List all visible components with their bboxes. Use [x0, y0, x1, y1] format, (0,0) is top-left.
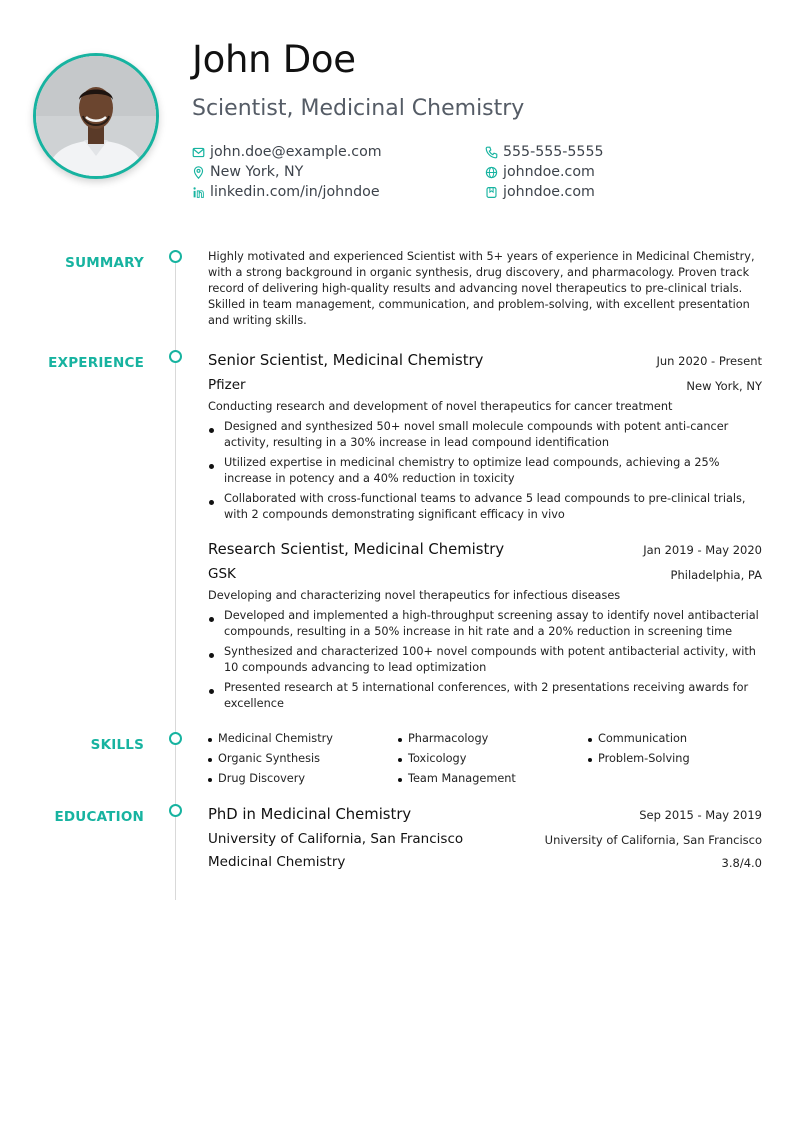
skill-item: Organic Synthesis [208, 752, 320, 765]
skill-item: Pharmacology [398, 732, 488, 745]
portfolio-text[interactable]: johndoe.com [503, 184, 595, 200]
job-location: New York, NY [686, 379, 762, 393]
linkedin-icon [192, 186, 205, 199]
job-description: Conducting research and development of novel therapeutics for cancer treatment [208, 400, 673, 413]
bookmark-icon [485, 186, 498, 199]
skill-item: Communication [588, 732, 687, 745]
section-title-summary: SUMMARY [65, 255, 144, 271]
education-school-location: University of California, San Francisco [544, 833, 762, 847]
list-item: Designed and synthesized 50+ novel small molecule compounds with potent anti-cancer activity, resulting in a 30% increase in lead compound identification [208, 419, 764, 451]
skill-item: Team Management [398, 772, 516, 785]
job-description: Developing and characterizing novel therapeutics for infectious diseases [208, 589, 621, 602]
email-text[interactable]: john.doe@example.com [210, 144, 382, 160]
education-degree: PhD in Medicinal Chemistry [208, 806, 412, 823]
timeline-dot-experience [169, 350, 182, 363]
person-photo-icon [36, 56, 156, 176]
summary-text: Highly motivated and experienced Scientist with 5+ years of experience in Medicinal Chemistry, with a strong background in organic synthesis, drug discovery, and pharmacology. Proven track record of delivering high-quality results and advancing novel therapeutics to pre-clinical trials. Skilled in team management, communication, and problem-solving, with excellent presentation and writing skills. [208, 250, 755, 327]
list-item: Developed and implemented a high-throughput screening assay to identify novel antibacterial compounds, resulting in a 50% increase in hit rate and a 20% reduction in screening time [208, 608, 764, 640]
contact-phone[interactable] [485, 143, 604, 161]
website-text[interactable]: johndoe.com [503, 164, 595, 180]
candidate-title: Scientist, Medicinal Chemistry [192, 96, 525, 121]
section-title-skills: SKILLS [90, 737, 144, 753]
phone-icon [485, 146, 498, 159]
globe-icon [485, 166, 498, 179]
education-gpa: 3.8/4.0 [721, 856, 762, 870]
profile-photo [33, 53, 159, 179]
education-date: Sep 2015 - May 2019 [639, 808, 762, 822]
job-location: Philadelphia, PA [670, 568, 762, 582]
section-title-experience: EXPERIENCE [48, 355, 144, 371]
education-field: Medicinal Chemistry [208, 854, 346, 870]
job-date: Jun 2020 - Present [656, 354, 762, 368]
location-text: New York, NY [210, 164, 304, 180]
skill-item: Problem-Solving [588, 752, 690, 765]
location-pin-icon [192, 166, 205, 179]
candidate-name: John Doe [192, 38, 356, 81]
list-item: Synthesized and characterized 100+ novel compounds with potent antibacterial activity, with 10 compounds advancing to lead optimization [208, 644, 764, 676]
job-company: GSK [208, 566, 236, 582]
contact-website[interactable] [485, 163, 595, 181]
contact-email[interactable] [192, 143, 382, 161]
job-date: Jan 2019 - May 2020 [643, 543, 762, 557]
timeline-dot-skills [169, 732, 182, 745]
skill-item: Toxicology [398, 752, 466, 765]
skill-item: Medicinal Chemistry [208, 732, 333, 745]
list-item: Presented research at 5 international conferences, with 2 presentations receiving awards for excellence [208, 680, 764, 712]
list-item: Utilized expertise in medicinal chemistry to optimize lead compounds, achieving a 25% increase in potency and a 40% reduction in toxicity [208, 455, 764, 487]
contact-linkedin[interactable] [192, 183, 380, 201]
mail-icon [192, 146, 205, 159]
job-title: Research Scientist, Medicinal Chemistry [208, 541, 505, 558]
skill-item: Drug Discovery [208, 772, 305, 785]
contact-location [192, 163, 303, 181]
job-bullets [208, 419, 764, 527]
job-company: Pfizer [208, 377, 246, 393]
education-school: University of California, San Francisco [208, 831, 464, 847]
timeline-dot-summary [169, 250, 182, 263]
linkedin-text[interactable]: linkedin.com/in/johndoe [210, 184, 380, 200]
phone-text[interactable]: 555-555-5555 [503, 144, 604, 160]
job-title: Senior Scientist, Medicinal Chemistry [208, 352, 484, 369]
timeline-dot-education [169, 804, 182, 817]
job-bullets [208, 608, 764, 716]
list-item: Collaborated with cross-functional teams to advance 5 lead compounds to pre-clinical trials, with 2 compounds demonstrating significant efficacy in vivo [208, 491, 764, 523]
contact-portfolio[interactable] [485, 183, 595, 201]
section-title-education: EDUCATION [54, 809, 144, 825]
